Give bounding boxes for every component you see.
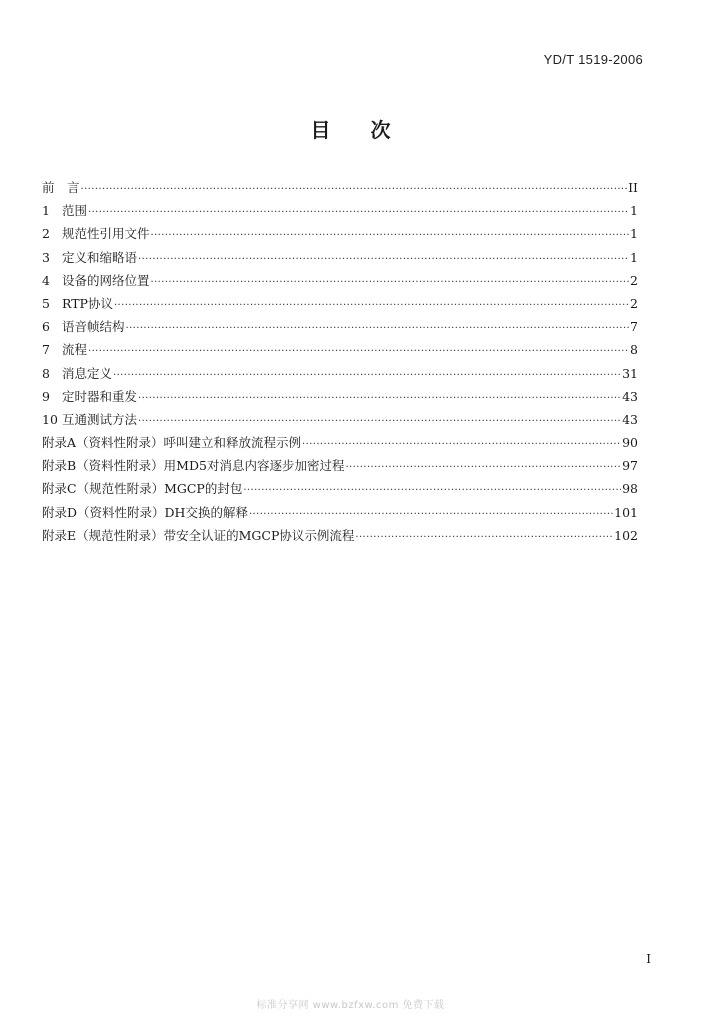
- toc-entry-number: 9: [42, 388, 50, 404]
- toc-entry-page: 2: [630, 272, 638, 288]
- toc-entry[interactable]: [42, 526, 638, 549]
- toc-entry-label: 定时器和重发: [62, 388, 138, 404]
- toc-entry[interactable]: [42, 479, 638, 502]
- toc-dot-leader: [151, 277, 630, 288]
- toc-entry-label: 附录B（资料性附录）用MD5对消息内容逐步加密过程: [42, 458, 345, 474]
- toc-entry-page: 90: [622, 435, 638, 451]
- toc-entry[interactable]: [42, 248, 638, 271]
- toc-dot-leader: [355, 532, 613, 543]
- toc-entry-page: 43: [622, 411, 638, 427]
- standard-code: YD/T 1519-2006: [543, 52, 643, 67]
- toc-entry[interactable]: [42, 201, 638, 224]
- toc-entry-label: 附录D（资料性附录）DH交换的解释: [42, 504, 248, 520]
- toc-entry[interactable]: [42, 503, 638, 526]
- toc-entry-page: 1: [630, 249, 638, 265]
- toc-dot-leader: [138, 393, 621, 404]
- toc-entry-number: 1: [42, 203, 50, 219]
- toc-entry[interactable]: [42, 410, 638, 433]
- toc-dot-leader: [249, 509, 613, 520]
- toc-entry-label: 消息定义: [62, 365, 113, 381]
- toc-entry-page: 1: [630, 226, 638, 242]
- toc-entry-number: 10: [42, 411, 58, 427]
- toc-entry-label: RTP协议: [62, 295, 113, 311]
- toc-entry[interactable]: [42, 364, 638, 387]
- toc-dot-leader: [345, 462, 621, 473]
- toc-dot-leader: [243, 485, 621, 496]
- toc-entry-label: 前 言: [42, 180, 80, 195]
- toc-entry[interactable]: [42, 271, 638, 294]
- toc-entry-label: 附录C（规范性附录）MGCP的封包: [42, 481, 243, 497]
- toc-entry[interactable]: [42, 433, 638, 456]
- toc-dot-leader: [88, 346, 629, 357]
- page-number: I: [646, 952, 651, 966]
- toc-entry[interactable]: [42, 340, 638, 363]
- toc-entry-page: 101: [614, 504, 638, 520]
- toc-entry[interactable]: [42, 224, 638, 247]
- toc-entry-page: 102: [614, 527, 638, 543]
- toc-dot-leader: [113, 370, 621, 381]
- toc-entry-label: 附录E（规范性附录）带安全认证的MGCP协议示例流程: [42, 527, 355, 543]
- table-of-contents: [42, 178, 638, 549]
- toc-entry-page: 97: [622, 458, 638, 474]
- page-title: 目次: [310, 118, 431, 142]
- toc-entry-page: 98: [622, 481, 638, 497]
- toc-entry-label: 设备的网络位置: [62, 272, 150, 288]
- toc-dot-leader: [114, 300, 629, 311]
- toc-entry-page: 31: [622, 365, 638, 381]
- toc-entry[interactable]: [42, 178, 638, 201]
- toc-entry-number: 2: [42, 226, 50, 242]
- toc-dot-leader: [81, 184, 628, 195]
- toc-entry-label: 语音帧结构: [62, 319, 125, 335]
- toc-entry[interactable]: [42, 387, 638, 410]
- toc-entry[interactable]: [42, 294, 638, 317]
- toc-entry[interactable]: [42, 456, 638, 479]
- toc-entry-number: 5: [42, 295, 50, 311]
- toc-dot-leader: [138, 416, 621, 427]
- toc-entry-label: 附录A（资料性附录）呼叫建立和释放流程示例: [42, 435, 302, 451]
- toc-entry-label: 互通测试方法: [62, 411, 138, 427]
- toc-dot-leader: [138, 254, 629, 265]
- toc-entry-number: 7: [42, 342, 50, 358]
- toc-entry-page: 1: [630, 203, 638, 219]
- watermark-text: 标准分享网 www.bzfxw.com 免费下载: [256, 1000, 445, 1011]
- toc-entry-label: 规范性引用文件: [62, 226, 150, 242]
- toc-entry-number: 4: [42, 272, 50, 288]
- toc-entry-label: 流程: [62, 342, 88, 358]
- toc-entry-page: 2: [630, 295, 638, 311]
- toc-entry-label: 定义和缩略语: [62, 249, 138, 265]
- toc-dot-leader: [126, 323, 630, 334]
- toc-dot-leader: [151, 230, 630, 241]
- toc-entry[interactable]: [42, 317, 638, 340]
- toc-dot-leader: [302, 439, 621, 450]
- toc-entry-page: II: [628, 180, 638, 195]
- toc-entry-label: 范围: [62, 203, 88, 219]
- toc-entry-number: 3: [42, 249, 50, 265]
- toc-entry-number: 6: [42, 319, 50, 335]
- toc-entry-number: 8: [42, 365, 50, 381]
- toc-entry-page: 43: [622, 388, 638, 404]
- toc-entry-page: 8: [630, 342, 638, 358]
- toc-entry-page: 7: [630, 319, 638, 335]
- toc-dot-leader: [88, 207, 629, 218]
